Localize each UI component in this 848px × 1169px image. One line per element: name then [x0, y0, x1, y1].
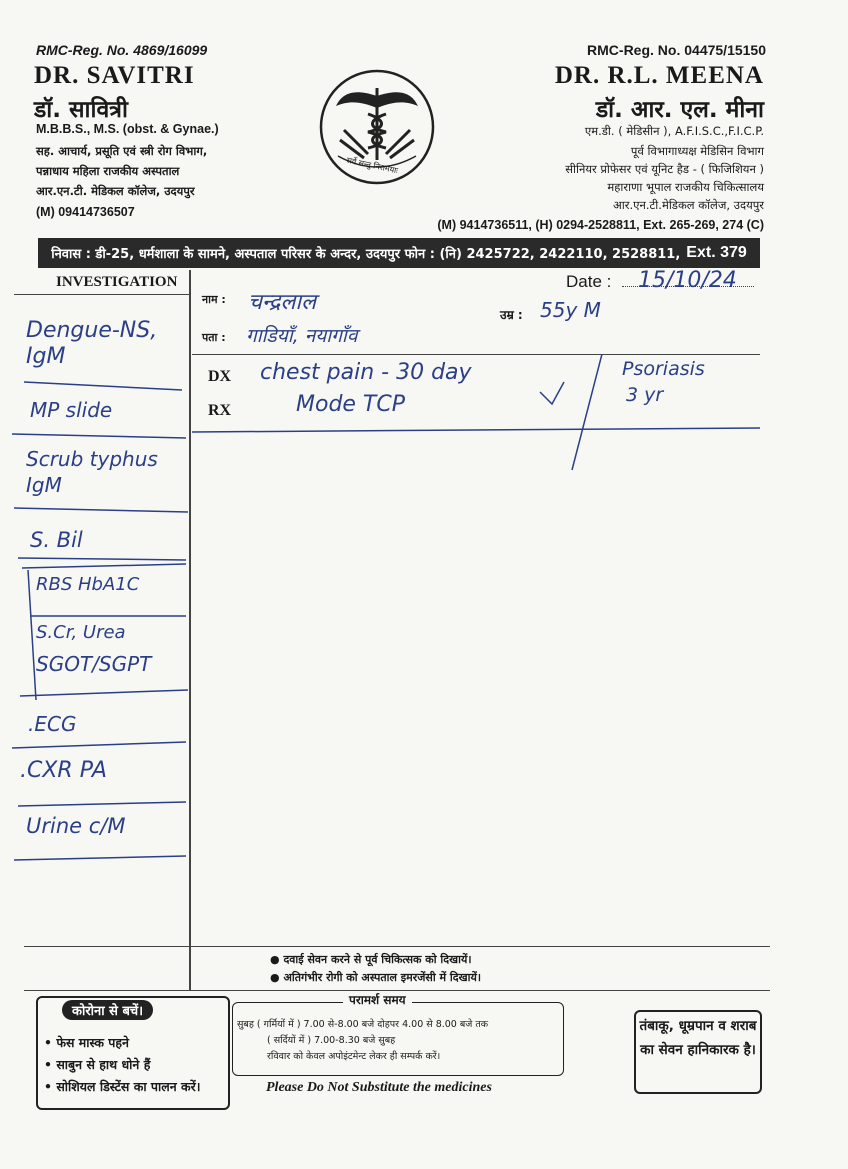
- right-doctor-name-hindi: डॉ. आर. एल. मीना: [595, 97, 764, 123]
- list-item: .ECG: [28, 712, 77, 736]
- investigation-separators: [0, 370, 200, 870]
- left-phone: (M) 09414736507: [36, 205, 135, 219]
- list-item: Scrub typhus IgM: [26, 447, 158, 497]
- name-value: चन्द्रलाल: [248, 290, 316, 315]
- right-college: आर.एन.टी.मेडिकल कॉलेज, उदयपुर: [613, 198, 764, 212]
- rx-symbol: RX: [208, 402, 232, 419]
- right-qualification: एम.डी. ( मेडिसीन ), A.F.I.S.C.,F.I.C.P.: [584, 124, 764, 138]
- right-designation: सीनियर प्रोफेसर एवं यूनिट हैड - ( फिजिशियन ): [565, 162, 764, 176]
- left-doctor-name: DR. SAVITRI: [34, 62, 195, 89]
- investigation-underline: [14, 294, 190, 295]
- list-item: • साबुन से हाथ धोने हैं: [44, 1057, 151, 1072]
- list-item: S.Cr, Urea: [36, 622, 126, 643]
- rx-handwritten-lines: [190, 354, 770, 484]
- address-label: पता :: [202, 331, 226, 344]
- corona-box: [36, 996, 230, 1110]
- date-value: 15/10/24: [638, 268, 737, 293]
- left-reg-number: RMC-Reg. No. 4869/16099: [36, 42, 208, 58]
- left-hospital: पन्नाधाय महिला राजकीय अस्पताल: [36, 164, 180, 178]
- residence-ext: Ext. 379: [686, 244, 747, 261]
- left-designation: सह. आचार्य, प्रसूति एवं स्त्री रोग विभाग,: [36, 144, 208, 158]
- rx-side-1: Psoriasis: [622, 358, 705, 380]
- list-item: RBS HbA1C: [36, 574, 140, 595]
- age-value: 55y M: [540, 298, 601, 322]
- list-item: S. Bil: [30, 528, 83, 552]
- consult-box: [232, 993, 564, 1076]
- footer-note-1: ● दवाई सेवन करने से पूर्व चिकित्सक को दिखायें।: [270, 953, 472, 966]
- address-value: गाडियाँ, नयागाँव: [246, 325, 358, 347]
- list-item: Dengue-NS, IgM: [26, 318, 158, 369]
- list-item: Urine c/M: [26, 814, 126, 838]
- investigation-heading: INVESTIGATION: [56, 274, 178, 290]
- consult-line-2: ( सर्दियों में ) 7.00-8.30 बजे सुबह: [267, 1035, 396, 1046]
- residence-bar: [38, 238, 760, 268]
- list-item: • फेस मास्क पहने: [44, 1035, 129, 1050]
- list-item: .CXR PA: [20, 758, 107, 783]
- rx-side-2: 3 yr: [626, 384, 664, 406]
- consult-title: परामर्श समय: [343, 991, 412, 1008]
- rx-line-2: Mode TCP: [296, 392, 406, 417]
- consult-line-1: सुबह ( गर्मियों में ) 7.00 से-8.00 बजे दोहपर 4.00 से 8.00 बजे तक: [237, 1019, 489, 1030]
- right-phone: (M) 9414736511, (H) 0294-2528811, Ext. 265-269, 274 (C): [437, 218, 764, 232]
- dx-symbol: DX: [208, 368, 232, 385]
- left-doctor-name-hindi: डॉ. सावित्री: [34, 97, 128, 123]
- right-doctor-name: DR. R.L. MEENA: [554, 62, 764, 89]
- residence-text: निवास : डी-25, धर्मशाला के सामने, अस्पताल परिसर के अन्दर, उदयपुर फोन : (नि) 2425722, 2422110, 2528811,: [51, 247, 681, 262]
- rx-line-1: chest pain - 30 day: [260, 360, 472, 385]
- list-item: MP slide: [30, 398, 113, 422]
- substitute-note: Please Do Not Substitute the medicines: [266, 1080, 492, 1095]
- name-label: नाम :: [202, 293, 226, 306]
- tobacco-warning: तंबाकू, धूम्रपान व शराब का सेवन हानिकारक है।: [634, 1010, 762, 1094]
- left-qualification: M.B.B.S., M.S. (obst. & Gynae.): [36, 122, 219, 136]
- list-item: • सोशियल डिस्टेंस का पालन करें।: [44, 1079, 201, 1094]
- corona-title: कोरोना से बचें।: [62, 1000, 153, 1020]
- age-label: उम्र :: [500, 308, 523, 322]
- right-hospital: महाराणा भूपाल राजकीय चिकित्सालय: [607, 180, 764, 194]
- medical-logo: [318, 68, 436, 186]
- footer-note-2: ● अतिगंभीर रोगी को अस्पताल इमरजेंसी में दिखायें।: [270, 971, 481, 984]
- corona-list: [44, 1032, 200, 1098]
- left-college: आर.एन.टी. मेडिकल कॉलेज, उदयपुर: [36, 184, 195, 198]
- right-former-hod: पूर्व विभागाध्यक्ष मेडिसिन विभाग: [630, 144, 764, 158]
- right-reg-number: RMC-Reg. No. 04475/15150: [587, 42, 766, 58]
- footer-line-top: [24, 946, 770, 947]
- logo-motto: सर्वे सन्तु निरामयाः: [345, 155, 399, 176]
- list-item: SGOT/SGPT: [36, 652, 152, 676]
- date-label: Date :: [566, 272, 612, 291]
- consult-line-3: रविवार को केवल अपोइंटमेन्ट लेकर ही सम्पर्क करें।: [267, 1051, 441, 1062]
